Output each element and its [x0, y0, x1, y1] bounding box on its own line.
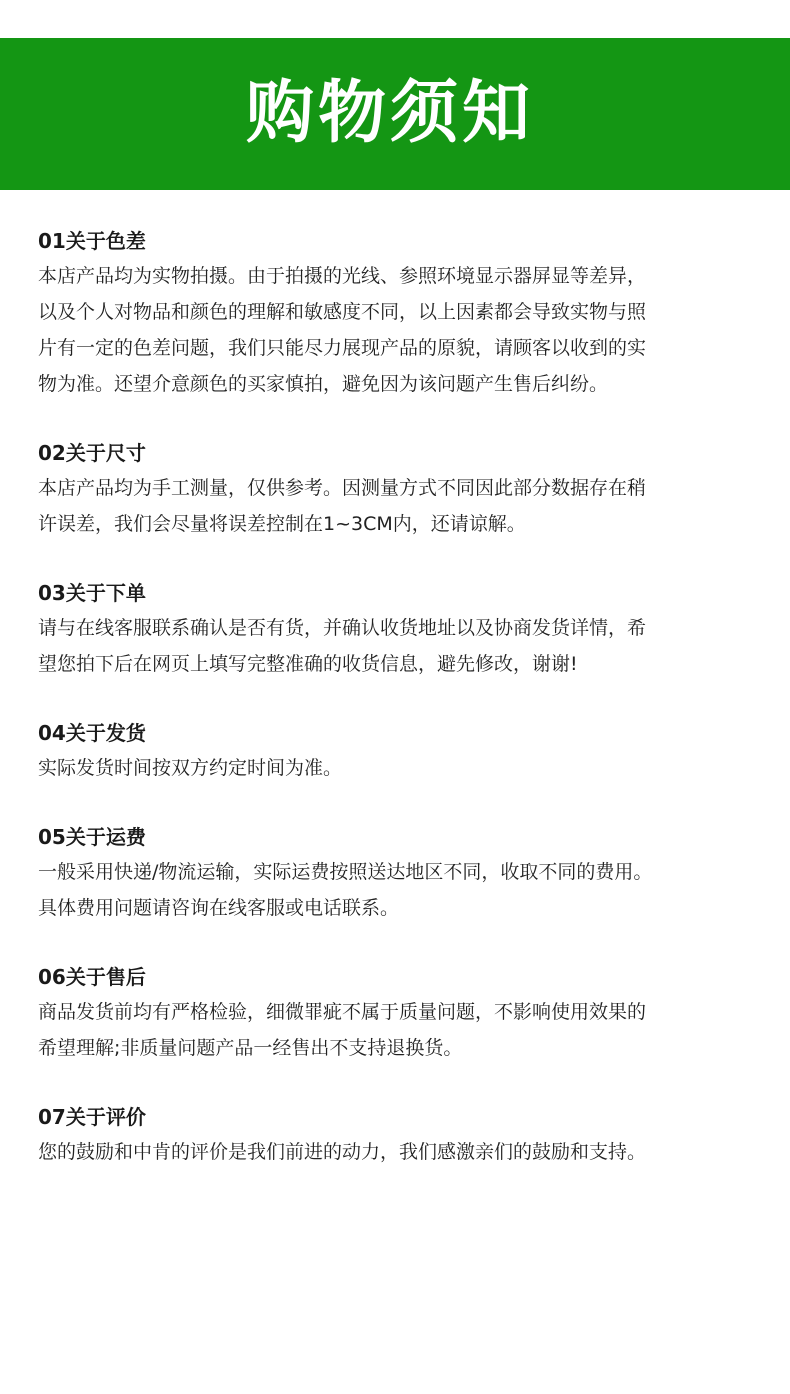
section-line: 一般采用快递/物流运输，实际运费按照送达地区不同，收取不同的费用。	[38, 861, 653, 883]
section-line: 您的鼓励和中肯的评价是我们前进的动力，我们感激亲们的鼓励和支持。	[38, 1141, 647, 1163]
section-body	[38, 610, 758, 682]
section-after-sales	[38, 962, 758, 1066]
section-line: 许误差，我们会尽量将误差控制在1~3CM内，还请谅解。	[38, 513, 526, 535]
section-reviews	[38, 1102, 758, 1170]
section-line: 希望理解;非质量问题产品一经售出不支持退换货。	[38, 1037, 463, 1059]
section-heading: 07关于评价	[38, 1105, 146, 1129]
section-line: 请与在线客服联系确认是否有货，并确认收货地址以及协商发货详情，希	[38, 617, 647, 639]
section-body	[38, 258, 758, 402]
notice-sections	[38, 226, 758, 1206]
section-line: 本店产品均为手工测量，仅供参考。因测量方式不同因此部分数据存在稍	[38, 477, 647, 499]
section-heading: 03关于下单	[38, 581, 146, 605]
section-heading: 05关于运费	[38, 825, 146, 849]
page-title: 购物须知	[245, 74, 534, 153]
section-line: 实际发货时间按双方约定时间为准。	[38, 757, 343, 779]
section-size	[38, 438, 758, 542]
section-line: 望您拍下后在网页上填写完整准确的收货信息，避先修改，谢谢!	[38, 653, 578, 675]
section-body	[38, 470, 758, 542]
header-banner	[0, 38, 790, 190]
section-shipping	[38, 718, 758, 786]
section-body	[38, 750, 758, 786]
section-line: 片有一定的色差问题，我们只能尽力展现产品的原貌，请顾客以收到的实	[38, 337, 647, 359]
section-line: 本店产品均为实物拍摄。由于拍摄的光线、参照环境显示器屏显等差异，	[38, 265, 647, 287]
section-color-difference	[38, 226, 758, 402]
section-heading: 06关于售后	[38, 965, 146, 989]
section-ordering	[38, 578, 758, 682]
section-body	[38, 994, 758, 1066]
section-line: 物为准。还望介意颜色的买家慎拍，避免因为该问题产生售后纠纷。	[38, 373, 609, 395]
section-line: 具体费用问题请咨询在线客服或电话联系。	[38, 897, 400, 919]
section-heading: 01关于色差	[38, 229, 146, 253]
section-body	[38, 1134, 758, 1170]
section-line: 商品发货前均有严格检验，细微罪疵不属于质量问题，不影响使用效果的	[38, 1001, 647, 1023]
section-line: 以及个人对物品和颜色的理解和敏感度不同，以上因素都会导致实物与照	[38, 301, 647, 323]
section-body	[38, 854, 758, 926]
section-freight	[38, 822, 758, 926]
section-heading: 04关于发货	[38, 721, 146, 745]
section-heading: 02关于尺寸	[38, 441, 146, 465]
